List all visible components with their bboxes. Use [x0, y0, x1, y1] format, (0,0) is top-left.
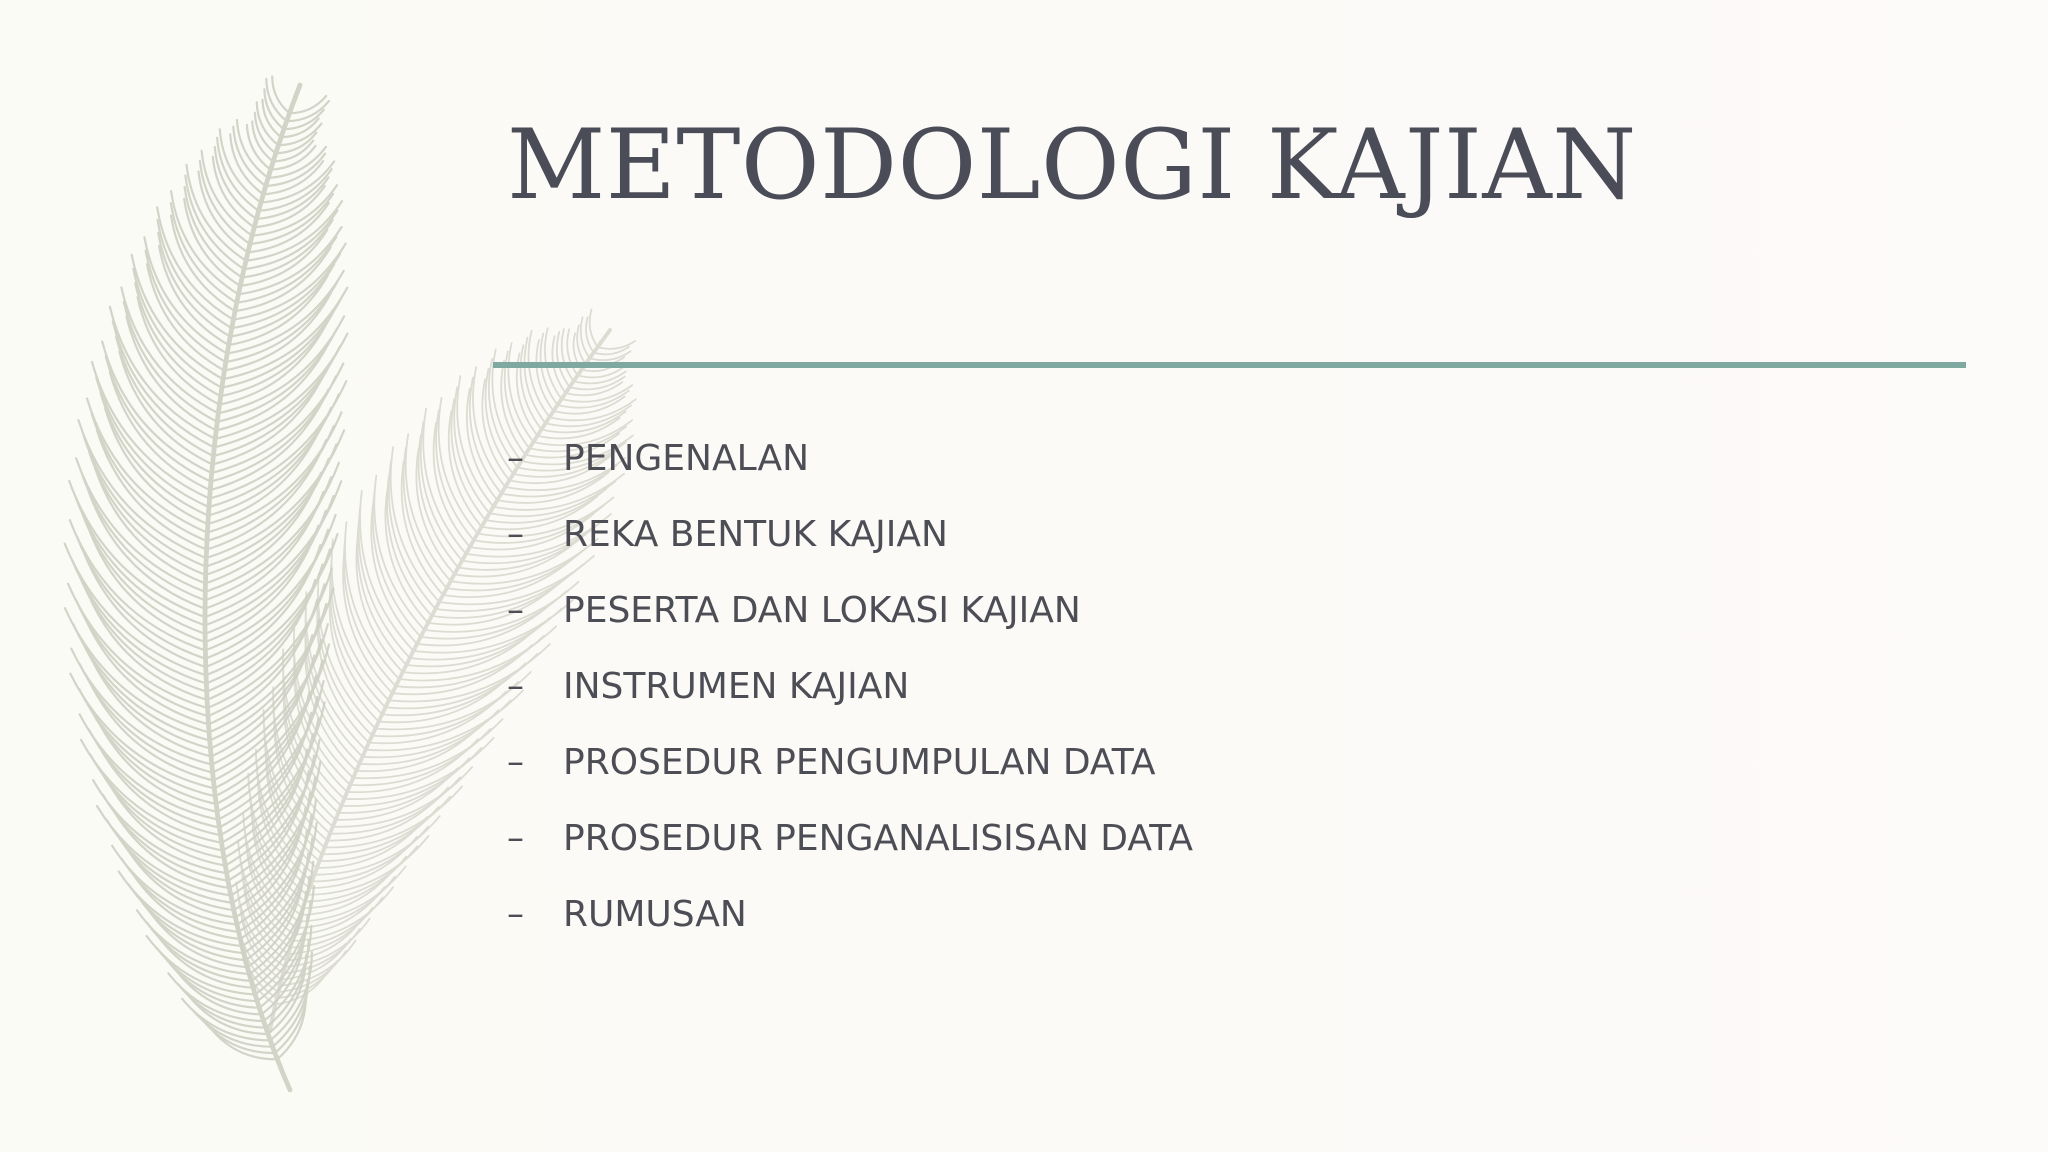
list-item [507, 496, 1193, 572]
list-item [507, 420, 1193, 496]
list-item-label: PESERTA DAN LOKASI KAJIAN [563, 589, 1081, 631]
bullet-dash: – [507, 818, 524, 858]
list-item-label: RUMUSAN [563, 893, 747, 935]
bullet-dash: – [507, 514, 524, 554]
bullet-dash: – [507, 894, 524, 934]
list-item [507, 876, 1193, 952]
list-item [507, 724, 1193, 800]
list-item-label: PENGENALAN [563, 437, 810, 479]
list-item-label: PROSEDUR PENGUMPULAN DATA [563, 741, 1156, 783]
bullet-dash: – [507, 666, 524, 706]
list-item [507, 572, 1193, 648]
list-item [507, 800, 1193, 876]
bullet-dash: – [507, 742, 524, 782]
list-item-label: INSTRUMEN KAJIAN [563, 665, 910, 707]
bullet-list [507, 420, 1193, 952]
list-item [507, 648, 1193, 724]
bullet-dash: – [507, 438, 524, 478]
title-divider [493, 362, 1966, 368]
list-item-label: REKA BENTUK KAJIAN [563, 513, 948, 555]
bullet-dash: – [507, 590, 524, 630]
list-item-label: PROSEDUR PENGANALISISAN DATA [563, 817, 1194, 859]
slide-title: METODOLOGI KAJIAN [507, 109, 1637, 221]
